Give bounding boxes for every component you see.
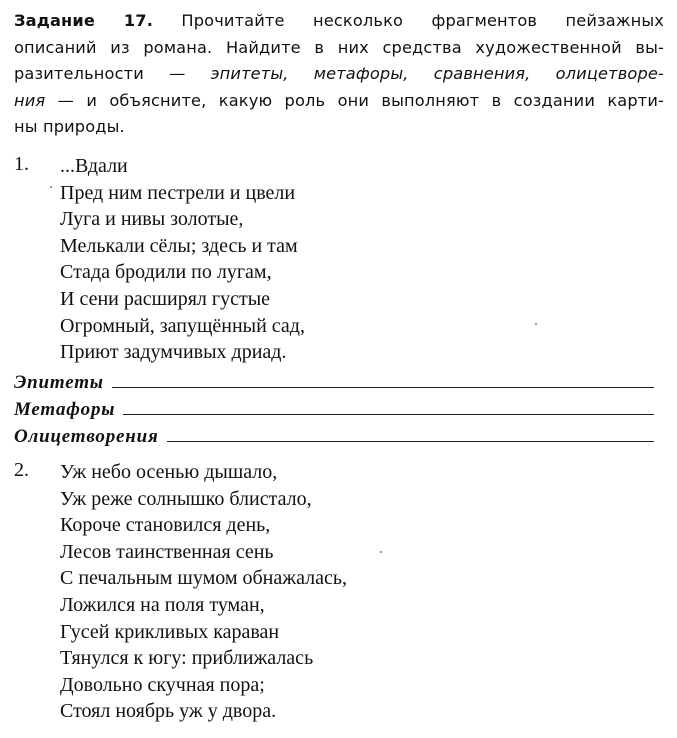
poem-line: И сени расширял густые <box>60 287 271 310</box>
fragment-number: 2. <box>14 459 29 481</box>
poem-lines <box>60 153 305 366</box>
poem-line: Ложился на поля туман, <box>60 593 265 616</box>
poem-line: Луга и нивы золотые, <box>60 208 244 231</box>
poem-line: Лесов таинственная сень <box>60 540 274 563</box>
poem-line: Пред ним пестрели и цвели <box>60 181 296 204</box>
poem-line: Стада бродили по лугам, <box>60 261 272 284</box>
answer-section <box>14 367 654 448</box>
poem-line: Мелькали сёлы; здесь и там <box>60 234 298 257</box>
scan-speck <box>50 186 52 188</box>
metaphors-label: Метафоры <box>14 399 116 420</box>
task-terms: эпитеты, метафоры, сравнения, олицетворе- <box>210 64 664 83</box>
answer-row-metaphors <box>14 394 654 421</box>
poem-line: Короче становился день, <box>60 514 271 537</box>
poem-line: Огромный, запущённый сад, <box>60 314 305 337</box>
epithets-answer-line[interactable] <box>112 386 654 388</box>
task-instructions <box>14 8 664 141</box>
task-line-1 <box>14 8 664 35</box>
poem-line: ...Вдали <box>60 155 128 177</box>
task-line-2: описаний из романа. Найдите в них средства художественной вы- <box>14 37 664 57</box>
task-line-4 <box>14 88 664 115</box>
answer-row-personifications <box>14 421 654 448</box>
epithets-label: Эпитеты <box>14 372 104 393</box>
poem-line: Приют задумчивых дриад. <box>60 341 287 364</box>
task-terms: ния <box>14 90 46 110</box>
answer-row-epithets <box>14 367 654 394</box>
personifications-answer-line[interactable] <box>167 440 654 442</box>
poem-line: Уж реже солнышко блистало, <box>60 487 312 510</box>
poem-line: Довольно скучная пора; <box>60 673 265 696</box>
poem-line: Гусей крикливых караван <box>60 620 280 643</box>
poem-line: С печальным шумом обнажалась, <box>60 567 347 590</box>
poem-line: Стоял ноябрь уж у двора. <box>60 700 277 723</box>
poem-lines <box>60 459 347 725</box>
scan-speck <box>380 551 382 553</box>
task-text: разительности — <box>14 64 211 83</box>
poem-line: Тянулся к югу: приближалась <box>60 647 314 670</box>
metaphors-answer-line[interactable] <box>123 413 654 415</box>
scan-speck <box>535 323 537 325</box>
task-text: — и объясните, какую роль они выполняют в создании карти- <box>45 90 664 110</box>
poem-line: Уж небо осенью дышало, <box>60 461 278 483</box>
task-line-5: ны природы. <box>14 117 125 136</box>
task-line-3 <box>14 61 664 88</box>
personifications-label: Олицетворения <box>14 426 159 447</box>
task-label: Задание 17. <box>14 11 153 30</box>
task-text: Прочитайте несколько фрагментов пейзажных <box>181 11 664 30</box>
fragment-number: 1. <box>14 153 29 175</box>
